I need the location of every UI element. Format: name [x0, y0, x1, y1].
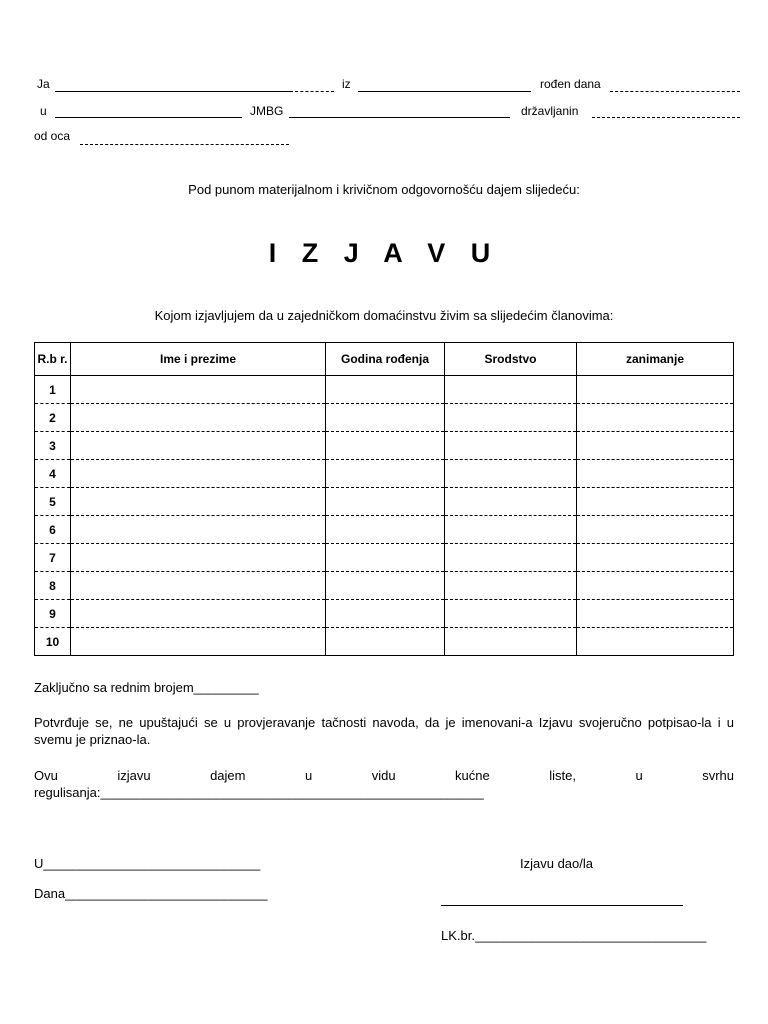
table-row	[35, 432, 734, 460]
row-number: 4	[35, 460, 71, 488]
cell-ime-prezime[interactable]	[71, 516, 326, 544]
table-row	[35, 572, 734, 600]
cell-srodstvo[interactable]	[445, 404, 577, 432]
cell-godina-rodenja[interactable]	[326, 600, 445, 628]
drzavljanin-field[interactable]	[592, 117, 740, 118]
col-header-srodstvo: Srodstvo	[445, 343, 577, 376]
cell-ime-prezime[interactable]	[71, 432, 326, 460]
table-row	[35, 544, 734, 572]
cell-godina-rodenja[interactable]	[326, 432, 445, 460]
cell-ime-prezime[interactable]	[71, 460, 326, 488]
row-number: 2	[35, 404, 71, 432]
cell-zanimanje[interactable]	[577, 432, 734, 460]
cell-zanimanje[interactable]	[577, 488, 734, 516]
cell-srodstvo[interactable]	[445, 516, 577, 544]
roden-dana-field[interactable]	[610, 91, 740, 92]
iz-field[interactable]	[358, 91, 531, 92]
cell-ime-prezime[interactable]	[71, 544, 326, 572]
od-oca-field[interactable]	[80, 144, 289, 145]
cell-godina-rodenja[interactable]	[326, 376, 445, 404]
table-row	[35, 600, 734, 628]
intro-text: Pod punom materijalnom i krivičnom odgovornošću dajem slijedeću:	[188, 182, 580, 197]
dana-signature-line: Dana____________________________	[34, 886, 268, 901]
row-number: 10	[35, 628, 71, 656]
cell-zanimanje[interactable]	[577, 404, 734, 432]
signature-line[interactable]	[441, 905, 683, 906]
row-number: 9	[35, 600, 71, 628]
cell-godina-rodenja[interactable]	[326, 544, 445, 572]
label-u: u	[40, 104, 47, 118]
cell-srodstvo[interactable]	[445, 432, 577, 460]
cell-srodstvo[interactable]	[445, 460, 577, 488]
cell-srodstvo[interactable]	[445, 376, 577, 404]
cell-ime-prezime[interactable]	[71, 628, 326, 656]
row-number: 3	[35, 432, 71, 460]
table-row	[35, 488, 734, 516]
row-number: 7	[35, 544, 71, 572]
ja-field[interactable]	[55, 91, 290, 92]
label-jmbg: JMBG	[250, 104, 284, 118]
cell-godina-rodenja[interactable]	[326, 488, 445, 516]
table-row	[35, 376, 734, 404]
cell-srodstvo[interactable]	[445, 600, 577, 628]
zakljucno-text: Zaključno sa rednim brojem_________	[34, 680, 259, 695]
cell-ime-prezime[interactable]	[71, 404, 326, 432]
label-od-oca: od oca	[34, 129, 71, 143]
row-number: 8	[35, 572, 71, 600]
row-number: 1	[35, 376, 71, 404]
table-row	[35, 404, 734, 432]
cell-godina-rodenja[interactable]	[326, 572, 445, 600]
col-header-zanimanje: zanimanje	[577, 343, 734, 376]
label-drzavljanin: državljanin	[521, 104, 579, 118]
table-row	[35, 516, 734, 544]
cell-zanimanje[interactable]	[577, 376, 734, 404]
cell-zanimanje[interactable]	[577, 628, 734, 656]
cell-ime-prezime[interactable]	[71, 376, 326, 404]
cell-godina-rodenja[interactable]	[326, 460, 445, 488]
cell-srodstvo[interactable]	[445, 544, 577, 572]
col-header-rbr: R.b r.	[35, 343, 71, 376]
cell-zanimanje[interactable]	[577, 516, 734, 544]
document-title: I Z J A V U	[268, 238, 500, 268]
subtitle-text: Kojom izjavljujem da u zajedničkom domaćinstvu živim sa slijedećim članovima:	[154, 308, 614, 323]
cell-srodstvo[interactable]	[445, 572, 577, 600]
table-header-row	[35, 343, 734, 376]
cell-srodstvo[interactable]	[445, 488, 577, 516]
cell-zanimanje[interactable]	[577, 544, 734, 572]
cell-ime-prezime[interactable]	[71, 572, 326, 600]
members-table	[34, 342, 734, 656]
row-number: 5	[35, 488, 71, 516]
mjesto-field[interactable]	[55, 117, 242, 118]
cell-zanimanje[interactable]	[577, 600, 734, 628]
col-header-ime-prezime: Ime i prezime	[71, 343, 326, 376]
cell-srodstvo[interactable]	[445, 628, 577, 656]
cell-ime-prezime[interactable]	[71, 600, 326, 628]
ja-field-dashed	[290, 91, 334, 92]
izjavu-dao-label: Izjavu dao/la	[520, 856, 593, 871]
cell-zanimanje[interactable]	[577, 460, 734, 488]
label-roden-dana: rođen dana	[540, 77, 601, 91]
cell-godina-rodenja[interactable]	[326, 516, 445, 544]
label-iz: iz	[342, 77, 351, 91]
cell-godina-rodenja[interactable]	[326, 628, 445, 656]
lk-br-line: LK.br.________________________________	[441, 928, 707, 943]
table-row	[35, 460, 734, 488]
col-header-godina-rodenja: Godina rođenja	[326, 343, 445, 376]
mjesto-signature-line: U______________________________	[34, 856, 261, 871]
cell-godina-rodenja[interactable]	[326, 404, 445, 432]
row-number: 6	[35, 516, 71, 544]
svrha-text: Ovu izjavu dajem u vidu kućne liste, u svrhu regulisanja:_____________________________________________________	[34, 768, 734, 800]
cell-ime-prezime[interactable]	[71, 488, 326, 516]
cell-zanimanje[interactable]	[577, 572, 734, 600]
jmbg-field[interactable]	[289, 117, 510, 118]
table-row	[35, 628, 734, 656]
potvrdjuje-text: Potvrđuje se, ne upuštajući se u provjeravanje tačnosti navoda, da je imenovani-a Izjavu svojeručno potpisao-la i u svemu je priznao-la.	[34, 715, 734, 747]
label-ja: Ja	[37, 77, 50, 91]
